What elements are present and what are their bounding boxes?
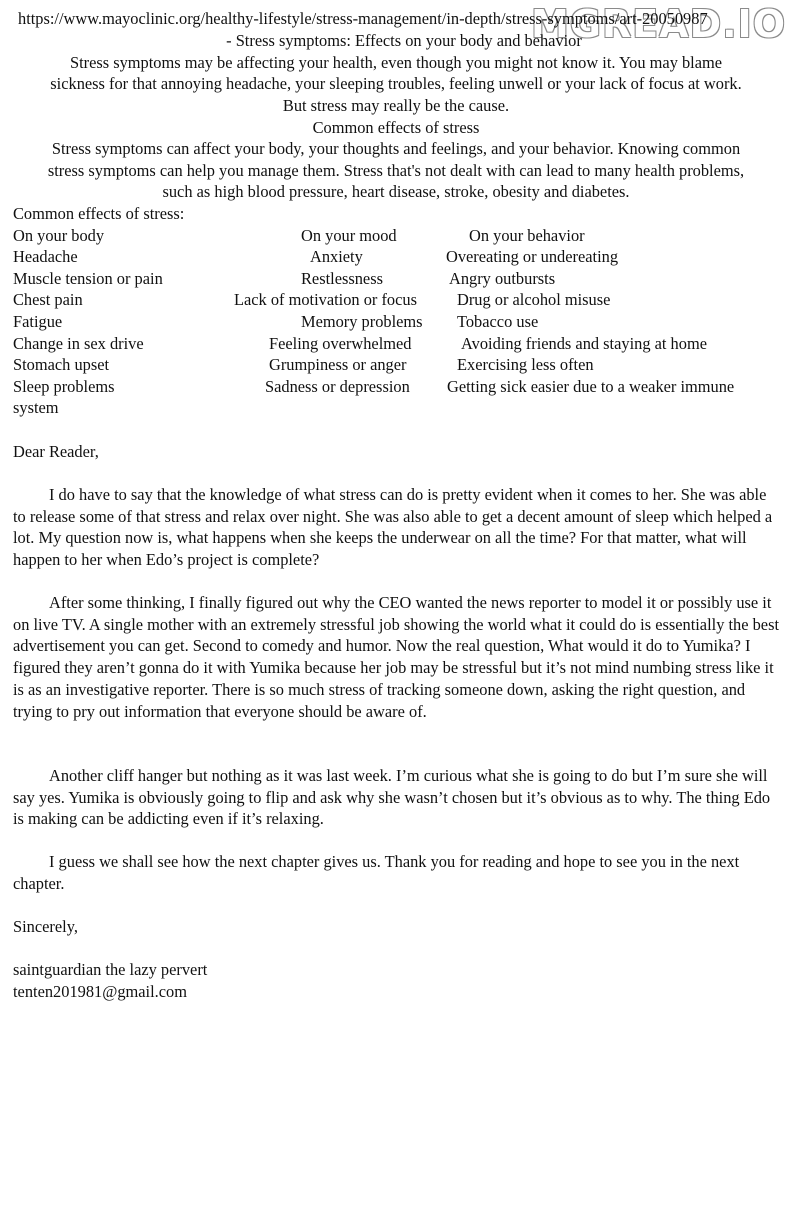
effects-para-line-2: stress symptoms can help you manage them. Stress that's not dealt with can lead to many health problems, <box>47 161 745 180</box>
letter-greeting: Dear Reader, <box>13 442 99 461</box>
table-header-mood: On your mood <box>301 226 397 245</box>
section-heading: Common effects of stress <box>312 118 480 137</box>
table-cell: Sleep problems <box>13 377 115 396</box>
letter-paragraph: After some thinking, I finally figured out why the CEO wanted the news reporter to model it or possibly use it on live TV. A single mother with an extremely stressful job showing the world what it could do is essentially the best advertisement you can get. Second to comedy and humor. Now the real question, What would it do to Yumika? I figured they aren’t gonna do it with Yumika because her job may be stressful but it’s not mind numbing stress like it is as an investigative reporter. There is so much stress of tracking someone down, asking the right question, and trying to pry out information that everyone should be aware of. <box>13 593 780 721</box>
intro-line-3: But stress may really be the cause. <box>282 96 510 115</box>
table-cell: Grumpiness or anger <box>269 355 407 374</box>
table-cell: Chest pain <box>13 290 83 309</box>
table-intro: Common effects of stress: <box>13 204 185 223</box>
effects-para-line-3: such as high blood pressure, heart disease, stroke, obesity and diabetes. <box>162 182 630 201</box>
table-cell: Restlessness <box>301 269 383 288</box>
table-cell: Memory problems <box>301 312 423 331</box>
letter-paragraph: Another cliff hanger but nothing as it was last week. I’m curious what she is going to do but I’m sure she will say yes. Yumika is obviously going to flip and ask why she wasn’t chosen but it’s obvious as to why. The thing Edo is making can be addicting even if it’s relaxing. <box>13 766 771 829</box>
effects-para-line-1: Stress symptoms can affect your body, your thoughts and feelings, and your behavior. Knowing common <box>51 139 741 158</box>
table-cell: Drug or alcohol misuse <box>457 290 611 309</box>
table-cell-overflow: system <box>13 398 59 417</box>
table-cell: Stomach upset <box>13 355 110 374</box>
table-cell: Lack of motivation or focus <box>234 290 417 309</box>
intro-line-1: Stress symptoms may be affecting your health, even though you might not know it. You may blame <box>69 53 723 72</box>
letter-closing: Sincerely, <box>13 917 78 936</box>
signature-name: saintguardian the lazy pervert <box>13 960 208 979</box>
article-title: - Stress symptoms: Effects on your body and behavior <box>226 31 582 50</box>
table-cell: Exercising less often <box>457 355 594 374</box>
letter-paragraph: I do have to say that the knowledge of what stress can do is pretty evident when it comes to her. She was able to release some of that stress and relax over night. She was also able to get a decent amount of sleep which helped a lot. My question now is, what happens when she keeps the underwear on all the time? For that matter, what will happen to her when Edo’s project is complete? <box>13 485 773 570</box>
table-cell: Avoiding friends and staying at home <box>461 334 707 353</box>
table-header-body: On your body <box>13 226 105 245</box>
site-watermark: MGREAD.IO <box>530 2 786 46</box>
table-cell: Anxiety <box>310 247 363 266</box>
table-cell: Change in sex drive <box>13 334 144 353</box>
source-url: https://www.mayoclinic.org/healthy-lifestyle/stress-management/in-depth/stress-symptoms/art-20050987 <box>18 9 708 28</box>
letter-paragraph: I guess we shall see how the next chapter gives us. Thank you for reading and hope to see you in the next chapter. <box>13 852 740 893</box>
table-cell: Fatigue <box>13 312 63 331</box>
table-cell: Feeling overwhelmed <box>269 334 412 353</box>
table-cell: Angry outbursts <box>449 269 556 288</box>
table-cell: Getting sick easier due to a weaker immune <box>447 377 735 396</box>
table-cell: Muscle tension or pain <box>13 269 163 288</box>
table-cell: Sadness or depression <box>265 377 410 396</box>
table-cell: Headache <box>13 247 78 266</box>
table-header-behavior: On your behavior <box>469 226 585 245</box>
table-cell: Overeating or undereating <box>446 247 619 266</box>
table-cell: Tobacco use <box>457 312 539 331</box>
intro-line-2: sickness for that annoying headache, your sleeping troubles, feeling unwell or your lack of focus at work. <box>50 74 742 93</box>
signature-email: tenten201981@gmail.com <box>13 982 187 1001</box>
